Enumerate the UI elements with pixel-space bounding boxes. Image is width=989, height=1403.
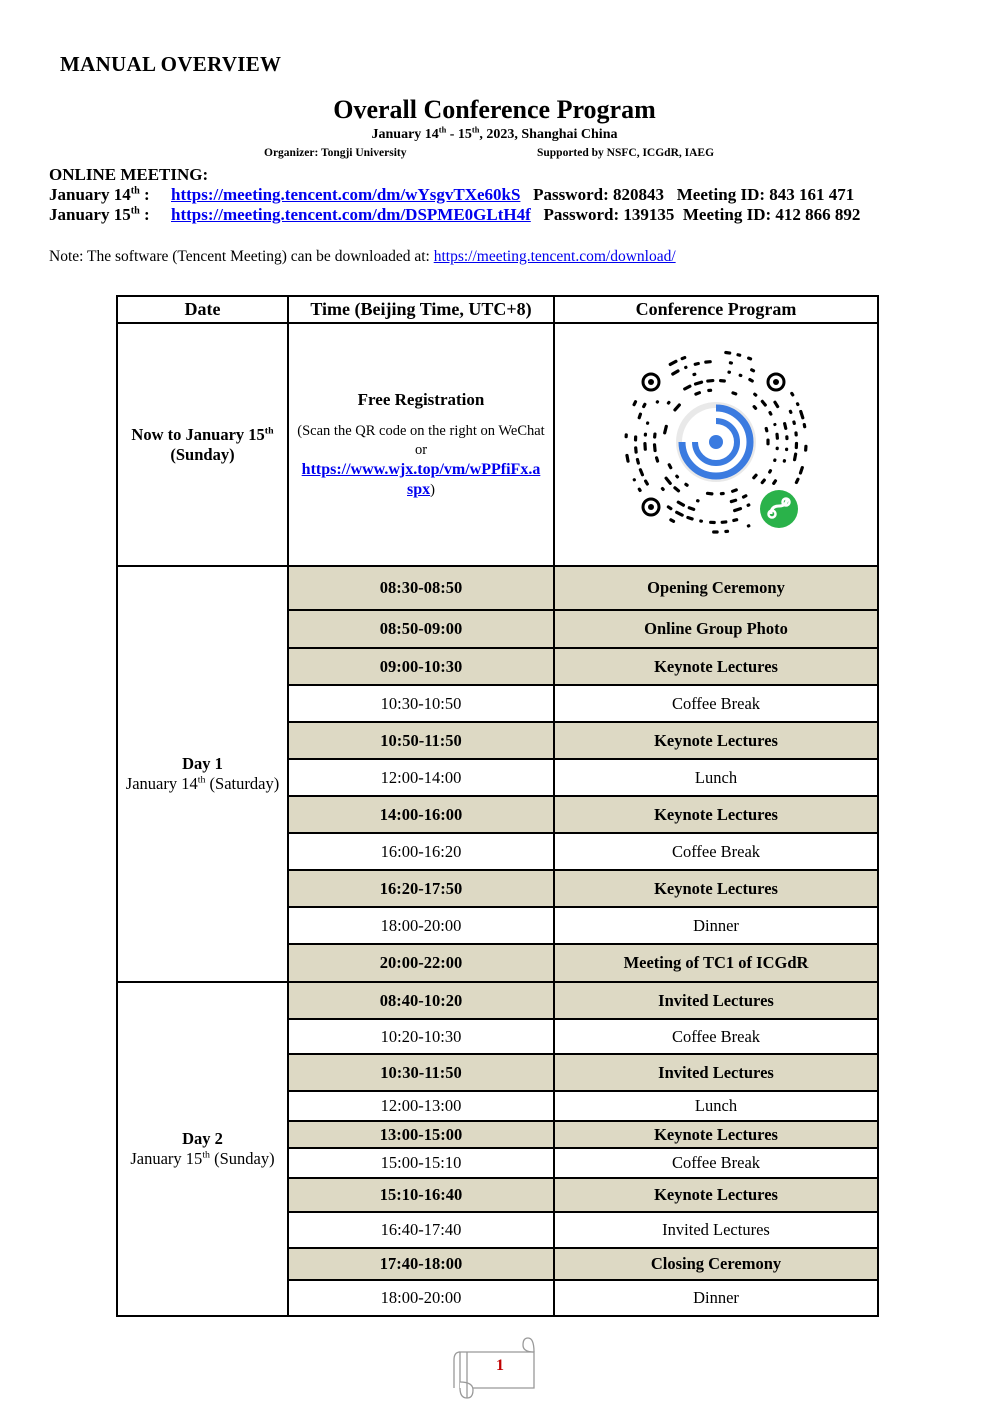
time-cell: 12:00-14:00 <box>288 759 554 796</box>
time-cell: 15:10-16:40 <box>288 1178 554 1212</box>
time-cell: 10:50-11:50 <box>288 722 554 759</box>
time-cell: 10:30-10:50 <box>288 685 554 722</box>
time-cell: 18:00-20:00 <box>288 907 554 944</box>
program-cell: Keynote Lectures <box>554 648 878 685</box>
meeting-day2-link[interactable]: https://meeting.tencent.com/dm/DSPME0GLtH4f <box>171 205 531 224</box>
meeting-row-day1 <box>49 185 854 205</box>
table-row <box>117 566 878 610</box>
time-cell: 17:40-18:00 <box>288 1248 554 1280</box>
manual-title: MANUAL OVERVIEW <box>60 52 282 76</box>
qr-code-cell <box>554 323 878 566</box>
meeting-day2-details: Password: 139135 Meeting ID: 412 866 892 <box>543 205 861 224</box>
online-meeting-heading: ONLINE MEETING: <box>49 165 209 184</box>
program-cell: Coffee Break <box>554 833 878 870</box>
time-cell: 18:00-20:00 <box>288 1280 554 1316</box>
day2-date: January 15th (Sunday) <box>130 1149 275 1168</box>
program-cell: Keynote Lectures <box>554 1178 878 1212</box>
program-table <box>116 295 879 1317</box>
wechat-mini-program-qr-code-icon <box>611 337 821 547</box>
program-cell: Coffee Break <box>554 1148 878 1178</box>
download-link[interactable]: https://meeting.tencent.com/download/ <box>433 248 676 265</box>
table-row <box>117 982 878 1019</box>
time-cell: 14:00-16:00 <box>288 796 554 833</box>
registration-note: (Scan the QR code on the right on WeChat or https://www.wjx.top/vm/wPPfiFx.a spx) <box>297 422 545 498</box>
program-cell: Keynote Lectures <box>554 796 878 833</box>
note-text: Note: The software (Tencent Meeting) can be downloaded at: <box>49 248 434 265</box>
header-program: Conference Program <box>554 296 878 323</box>
program-cell: Opening Ceremony <box>554 566 878 610</box>
time-cell: 10:30-11:50 <box>288 1054 554 1091</box>
time-cell: 09:00-10:30 <box>288 648 554 685</box>
program-cell: Online Group Photo <box>554 610 878 648</box>
registration-row <box>117 323 878 566</box>
time-cell: 12:00-13:00 <box>288 1091 554 1121</box>
organizer-text: Organizer: Tongji University <box>264 147 407 159</box>
day1-date-cell <box>117 566 288 982</box>
time-cell: 16:00-16:20 <box>288 833 554 870</box>
table-body <box>117 323 878 1316</box>
registration-info <box>288 323 554 566</box>
registration-date: Now to January 15th (Sunday) <box>117 323 288 566</box>
program-cell: Meeting of TC1 of ICGdR <box>554 944 878 982</box>
header-time: Time (Beijing Time, UTC+8) <box>288 296 554 323</box>
program-cell: Invited Lectures <box>554 1212 878 1248</box>
free-registration-title: Free Registration <box>357 389 485 409</box>
program-title: Overall Conference Program <box>333 95 656 124</box>
table-header-row <box>117 296 878 323</box>
download-note <box>49 248 676 266</box>
program-cell: Coffee Break <box>554 1019 878 1054</box>
time-cell: 10:20-10:30 <box>288 1019 554 1054</box>
meeting-day1-details: Password: 820843 Meeting ID: 843 161 471 <box>533 185 855 204</box>
dates-mid: - 15 <box>446 127 472 142</box>
conference-dates <box>0 127 989 143</box>
program-cell: Lunch <box>554 1091 878 1121</box>
time-cell: 08:40-10:20 <box>288 982 554 1019</box>
time-cell: 16:40-17:40 <box>288 1212 554 1248</box>
program-cell: Keynote Lectures <box>554 870 878 907</box>
program-cell: Coffee Break <box>554 685 878 722</box>
meeting-row-day2 <box>49 205 860 225</box>
dates-sup-2: th <box>471 125 480 135</box>
day1-label: Day 1 <box>182 754 223 773</box>
day2-date-cell <box>117 982 288 1316</box>
program-cell: Dinner <box>554 1280 878 1316</box>
program-cell: Lunch <box>554 759 878 796</box>
time-cell: 16:20-17:50 <box>288 870 554 907</box>
program-cell: Keynote Lectures <box>554 722 878 759</box>
time-cell: 20:00-22:00 <box>288 944 554 982</box>
meeting-day1-link[interactable]: https://meeting.tencent.com/dm/wYsgvTXe60kS <box>171 185 521 204</box>
meeting-day1-label: January 14th : <box>49 185 150 204</box>
dates-prefix: January 14 <box>371 127 439 142</box>
program-cell: Closing Ceremony <box>554 1248 878 1280</box>
registration-link[interactable]: https://www.wjx.top/vm/wPPfiFx.a spx <box>301 460 541 498</box>
program-cell: Invited Lectures <box>554 982 878 1019</box>
dates-sup-1: th <box>438 125 447 135</box>
time-cell: 15:00-15:10 <box>288 1148 554 1178</box>
meeting-day2-label: January 15th : <box>49 205 150 224</box>
day2-label: Day 2 <box>182 1129 223 1148</box>
program-cell: Dinner <box>554 907 878 944</box>
time-cell: 08:30-08:50 <box>288 566 554 610</box>
program-cell: Invited Lectures <box>554 1054 878 1091</box>
supporter-text: Supported by NSFC, ICGdR, IAEG <box>537 147 715 159</box>
page-number: 1 <box>496 1357 504 1374</box>
header-date: Date <box>117 296 288 323</box>
time-cell: 13:00-15:00 <box>288 1121 554 1148</box>
day1-date: January 14th (Saturday) <box>125 774 280 793</box>
time-cell: 08:50-09:00 <box>288 610 554 648</box>
dates-suffix: , 2023, Shanghai China <box>479 127 618 142</box>
program-cell: Keynote Lectures <box>554 1121 878 1148</box>
